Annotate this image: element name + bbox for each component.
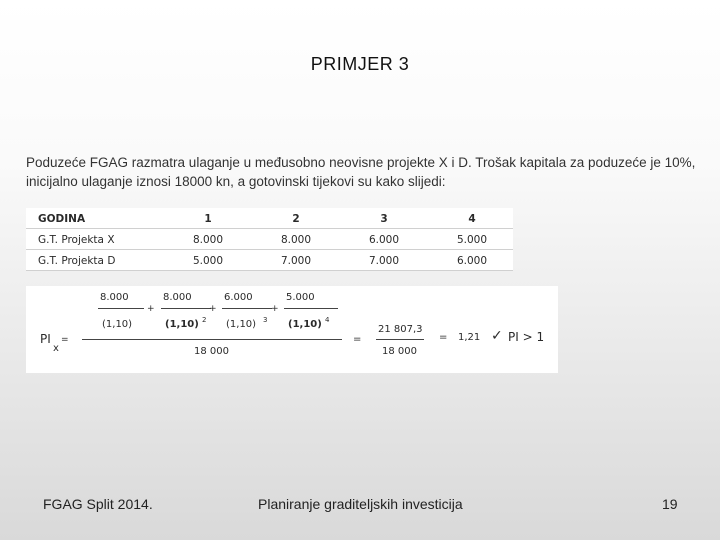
pi-formula-image — [26, 286, 558, 373]
cash-flow-table-image — [26, 208, 513, 271]
table-row — [26, 229, 513, 250]
footer-center: Planiranje graditeljskih investicija — [258, 496, 463, 512]
term-denominator: (1,10) — [165, 319, 199, 330]
sum-denominator: 18 000 — [382, 346, 417, 357]
plus-sign: + — [209, 304, 217, 314]
term-numerator: 8.000 — [163, 292, 192, 303]
cash-flow-table — [26, 208, 513, 271]
table-cell: 7.000 — [249, 250, 337, 271]
term-numerator: 5.000 — [286, 292, 315, 303]
exponent: 4 — [325, 316, 330, 324]
main-fraction-line — [82, 339, 342, 340]
term-numerator: 6.000 — [224, 292, 253, 303]
table-cell: 6.000 — [337, 229, 425, 250]
equals-sign: = — [353, 334, 362, 345]
term-denominator: (1,10) — [288, 319, 322, 330]
table-cell: 8.000 — [161, 229, 249, 250]
page-number: 19 — [662, 496, 678, 512]
pi-conclusion: PI > 1 — [508, 330, 545, 344]
check-icon: ✓ — [491, 328, 503, 344]
sum-fraction-line — [376, 339, 424, 340]
footer-left: FGAG Split 2014. — [43, 496, 153, 512]
fraction-line — [284, 308, 338, 309]
exponent: 3 — [263, 316, 268, 324]
table-cell: 7.000 — [337, 250, 425, 271]
main-denominator: 18 000 — [194, 346, 229, 357]
plus-sign: + — [147, 304, 155, 314]
fraction-line — [98, 308, 144, 309]
fraction-line — [161, 308, 211, 309]
header-cell: 3 — [337, 208, 425, 229]
table-cell: 6.000 — [425, 250, 513, 271]
table-header-row — [26, 208, 513, 229]
header-cell: 1 — [161, 208, 249, 229]
pi-result: 1,21 — [458, 332, 481, 343]
term-denominator: (1,10) — [226, 319, 257, 330]
pi-subscript: x — [53, 343, 59, 354]
pi-label: PI — [40, 332, 51, 346]
header-cell: 4 — [425, 208, 513, 229]
table-cell: 8.000 — [249, 229, 337, 250]
pi-eq: = — [61, 335, 69, 345]
fraction-line — [222, 308, 272, 309]
table-cell: 5.000 — [425, 229, 513, 250]
intro-paragraph: Poduzeće FGAG razmatra ulaganje u međusobno neovisne projekte X i D. Trošak kapitala za poduzeće je 10%, inicijalno ulaganje iznosi 18000 kn, a gotovinski tijekovi su kako slijedi: — [26, 155, 696, 189]
equals-sign: = — [439, 332, 448, 343]
row-label: G.T. Projekta D — [26, 250, 161, 271]
sum-numerator: 21 807,3 — [378, 324, 423, 335]
table-row — [26, 250, 513, 271]
header-cell: 2 — [249, 208, 337, 229]
row-label: G.T. Projekta X — [26, 229, 161, 250]
term-denominator: (1,10) — [102, 319, 133, 330]
table-cell: 5.000 — [161, 250, 249, 271]
term-numerator: 8.000 — [100, 292, 129, 303]
slide-title: PRIMJER 3 — [310, 54, 410, 74]
exponent: 2 — [202, 316, 207, 324]
header-cell: GODINA — [26, 208, 161, 229]
plus-sign: + — [271, 304, 279, 314]
